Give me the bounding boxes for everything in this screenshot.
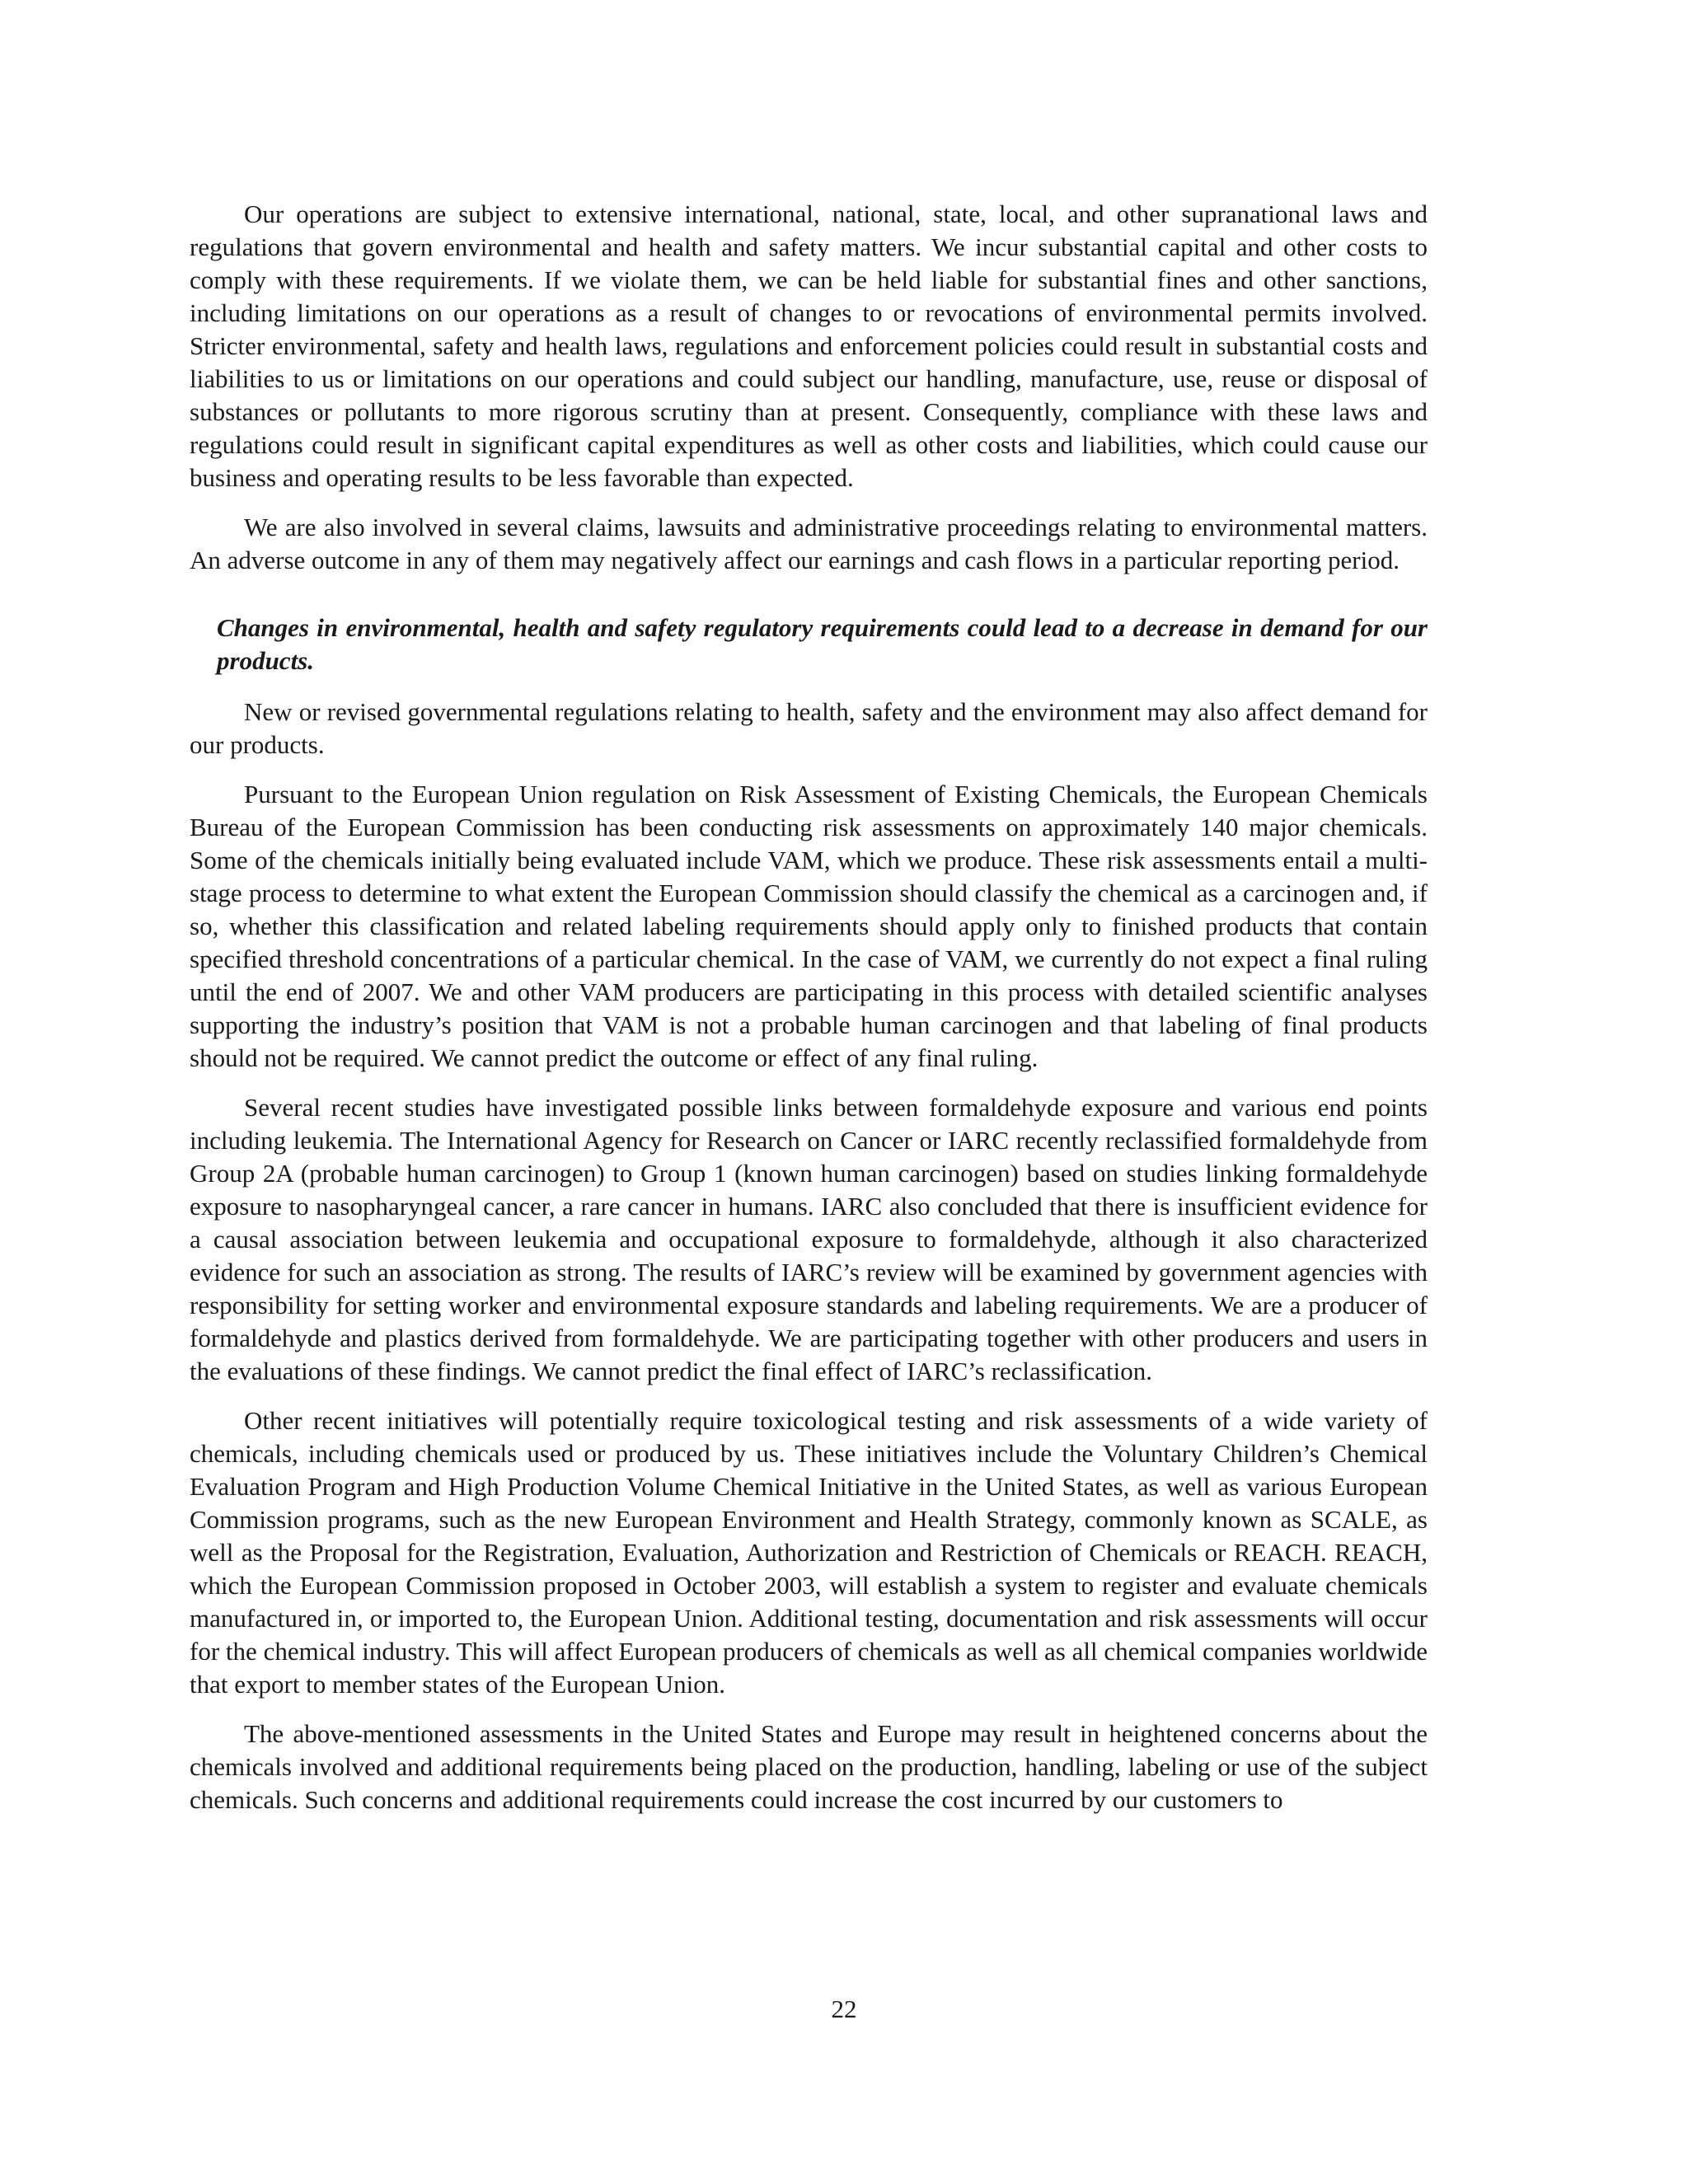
page-number: 22	[831, 1994, 857, 2023]
paragraph-heightened-concerns: The above-mentioned assessments in the United States and Europe may result in heightened concerns about the chemicals involved and additional requirements being placed on the production, handling, labeling or use of the subject chemicals. Such concerns and additional requirements could increase the cost incurred by our customers to	[190, 1719, 1428, 1814]
paragraph-claims-lawsuits: We are also involved in several claims, lawsuits and administrative proceedings relating to environmental matters. An adverse outcome in any of them may negatively affect our earnings and cash flows in a particular reporting period.	[190, 513, 1428, 574]
paragraph-other-initiatives: Other recent initiatives will potentially require toxicological testing and risk assessments of a wide variety of chemicals, including chemicals used or produced by us. These initiatives include the Voluntary Children’s Chemical Evaluation Program and High Production Volume Chemical Initiative in the United States, as well as various European Commission programs, such as the new European Environment and Health Strategy, commonly known as SCALE, as well as the Proposal for the Registration, Evaluation, Authorization and Restriction of Chemicals or REACH. REACH, which the European Commission proposed in October 2003, will establish a system to register and evaluate chemicals manufactured in, or imported to, the European Union. Additional testing, documentation and risk assessments will occur for the chemical industry. This will affect European producers of chemicals as well as all chemical companies worldwide that export to member states of the European Union.	[190, 1406, 1428, 1699]
paragraph-revised-regulations: New or revised governmental regulations relating to health, safety and the environment may also affect demand for our products.	[190, 697, 1428, 759]
paragraph-eu-risk-assessment: Pursuant to the European Union regulation on Risk Assessment of Existing Chemicals, the European Chemicals Bureau of the European Commission has been conducting risk assessments on approximately 140 major chemicals. Some of the chemicals initially being evaluated include VAM, which we produce. These risk assessments entail a multi-stage process to determine to what extent the European Commission should classify the chemical as a carcinogen and, if so, whether this classification and related labeling requirements should apply only to finished products that contain specified threshold concentrations of a particular chemical. In the case of VAM, we currently do not expect a final ruling until the end of 2007. We and other VAM producers are participating in this process with detailed scientific analyses supporting the industry’s position that VAM is not a probable human carcinogen and that labeling of final products should not be required. We cannot predict the outcome or effect of any final ruling.	[190, 780, 1428, 1072]
paragraph-formaldehyde-studies: Several recent studies have investigated possible links between formaldehyde exposure and various end points including leukemia. The International Agency for Research on Cancer or IARC recently reclassified formaldehyde from Group 2A (probable human carcinogen) to Group 1 (known human carcinogen) based on studies linking formaldehyde exposure to nasopharyngeal cancer, a rare cancer in humans. IARC also concluded that there is insufficient evidence for a causal association between leukemia and occupational exposure to formaldehyde, although it also characterized evidence for such an association as strong. The results of IARC’s review will be examined by government agencies with responsibility for setting worker and environmental exposure standards and labeling requirements. We are a producer of formaldehyde and plastics derived from formaldehyde. We are participating together with other producers and users in the evaluations of these findings. We cannot predict the final effect of IARC’s reclassification.	[190, 1093, 1428, 1385]
paragraph-environmental-laws: Our operations are subject to extensive international, national, state, local, and other supranational laws and regulations that govern environmental and health and safety matters. We incur substantial capital and other costs to comply with these requirements. If we violate them, we can be held liable for substantial fines and other sanctions, including limitations on our operations as a result of changes to or revocations of environmental permits involved. Stricter environmental, safety and health laws, regulations and enforcement policies could result in substantial costs and liabilities to us or limitations on our operations and could subject our handling, manufacture, use, reuse or disposal of substances or pollutants to more rigorous scrutiny than at present. Consequently, compliance with these laws and regulations could result in significant capital expenditures as well as other costs and liabilities, which could cause our business and operating results to be less favorable than expected.	[190, 199, 1428, 492]
section-heading-regulatory-changes: Changes in environmental, health and safety regulatory requirements could lead to a decrease in demand for our products.	[217, 613, 1428, 675]
document-page	[190, 198, 1428, 1833]
